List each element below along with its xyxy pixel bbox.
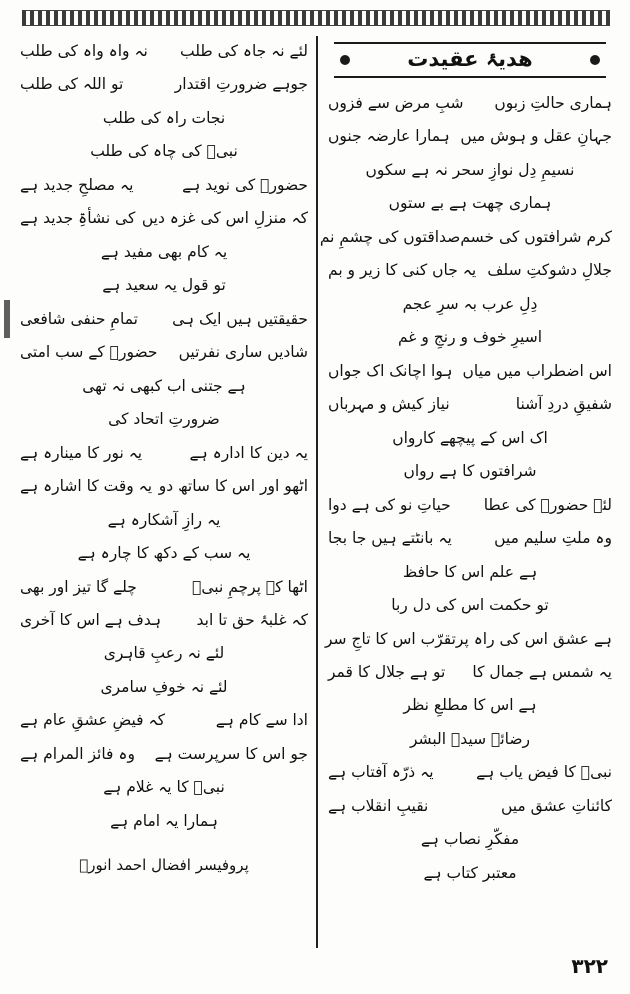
verse-line: ضرورتِ اتحاد کی [108, 410, 220, 429]
verse-line: حقیقتیں ہیں ایک ہی [172, 309, 308, 328]
verse-couplet [16, 73, 312, 95]
verse-line: اٹھو اور اس کا ساتھ دو [158, 477, 308, 496]
verse-line: حیاتِ نو کی ہے دوا [328, 495, 451, 514]
verse-line: ہدف ہے اس کا آخری [20, 610, 162, 629]
verse-couplet [324, 661, 616, 683]
verse-line: جلالِ دشوکتِ سلف [487, 261, 612, 280]
verse-line: ہمارا عارضہ جنوں [328, 127, 450, 146]
verse-line: لئے نہ رعبِ قاہری [103, 644, 225, 663]
verse-couplet [319, 226, 616, 248]
verse-line: کائناتِ عشق میں [500, 796, 612, 815]
verse-line: نجات راہ کی طلب [102, 108, 226, 127]
verse-line: کہ غلبۂ حق تا ابد [196, 610, 308, 629]
verse-couplet [16, 207, 312, 229]
right-text-column [319, 40, 616, 895]
verse-couplet [324, 628, 616, 650]
verse-line: شرافتوں کا ہے رواں [403, 462, 537, 481]
verse-line: ہے اس کا مطلعِ نظر [403, 696, 537, 715]
verse-line: تو اللہ کی طلب [20, 75, 124, 94]
verse-line: نبیؐ کا یہ غلام ہے [103, 778, 225, 797]
verse-couplet [324, 527, 616, 549]
verse-line: اس اضطراب میں میاں [462, 361, 612, 380]
verse-line: ہماری چھت ہے بے ستوں [388, 194, 552, 213]
verse-line: جوہے ضرورتِ اقتدار [174, 75, 308, 94]
verse-line: وہ ملتِ سلیم میں [494, 529, 612, 548]
verse-line: تمامِ حنفی شافعی [20, 309, 138, 328]
verse-line: تو حکمت اس کی دل ربا [391, 596, 549, 615]
decorative-top-border [22, 10, 610, 26]
verse-line: شادیں ساری نفرتیں [178, 343, 308, 362]
verse-line: معتبر کتاب ہے [423, 863, 517, 882]
verse-couplet [324, 393, 616, 415]
verse-line: اسیرِ خوف و رنجِ و غم [397, 328, 542, 347]
verse-line: کہ فیضِ عشقِ عام ہے [20, 711, 165, 730]
verse-line: یہ وقت کا اشارہ ہے [20, 477, 153, 496]
verse-line: جہانِ عقل و ہوش میں [460, 127, 612, 146]
verse-line: دِلِ عرب بہ سرِ عجم [402, 294, 538, 313]
verse-line: نسیمِ دِل نوازِ سحر نہ ہے سکوں [365, 160, 575, 179]
verse-line: رضائے سیدؐ البشر [409, 729, 531, 748]
verse-line: یہ رازِ آشکارہ ہے [107, 510, 221, 529]
verse-line: یہ سب کے دکھ کا چارہ ہے [77, 544, 251, 563]
verse-line: نقیبِ انقلاب ہے [328, 796, 429, 815]
verse-couplet [16, 609, 312, 631]
verse-line: نبیؐ کی چاہ کی طلب [90, 142, 238, 161]
verse-line: یہ دین کا ادارہ ہے [189, 443, 308, 462]
verse-couplet [324, 795, 616, 817]
page-edge-mark [4, 300, 10, 338]
verse-line: یہ بانٹتے ہیں جا بجا [328, 529, 452, 548]
verse-line: کرم شرافتوں کی خسم [460, 227, 612, 246]
page-number: ۳۲۲ [571, 954, 608, 978]
verse-line: صداقتوں کی چشمِ نم [319, 227, 461, 246]
verse-line: یہ ذرّہ آفتاب ہے [328, 763, 434, 782]
left-text-column [16, 40, 312, 874]
verse-couplet [16, 475, 312, 497]
verse-couplet [324, 360, 616, 382]
verse-line: نہ واہ واہ کی طلب [20, 42, 148, 60]
verse-line: تو قول یہ سعید ہے [102, 276, 226, 295]
verse-line: شبِ مرض سے فزوں [328, 94, 464, 112]
verse-line: ہماری حالتِ زبوں [494, 94, 612, 112]
verse-line: شفیقِ دردِ آشنا [515, 395, 612, 414]
verse-line: لئے نہ خوفِ سامری [100, 677, 228, 696]
verse-line: اک اس کے پیچھے کارواں [392, 428, 548, 447]
author-credit: پروفیسر افضال احمد انورؔ [79, 856, 249, 875]
verse-line: اٹھا کے پرچمِ نبیؐ [192, 577, 308, 596]
verse-line: تقرّب اس کا تاجِ سر [325, 629, 456, 648]
verse-couplet [324, 92, 616, 114]
verse-couplet [324, 761, 616, 783]
verse-couplet [16, 576, 312, 598]
verse-couplet [324, 259, 616, 281]
verse-couplet [16, 442, 312, 464]
verse-line: حضورؐ کی نوید ہے [182, 175, 308, 194]
verse-couplet [16, 174, 312, 196]
verse-couplet [16, 40, 312, 62]
verse-line: لئے نہ جاہ کی طلب [180, 42, 308, 60]
verse-couplet [16, 743, 312, 765]
verse-line: یہ کام بھی مفید ہے [100, 242, 228, 261]
verse-line: وہ فائز المرام ہے [20, 744, 135, 763]
verse-line: ہوا اچانک اک جواں [328, 361, 453, 380]
verse-line: ہے جتنی اب کبھی نہ تھی [82, 376, 246, 395]
column-divider [316, 36, 318, 948]
verse-line: حضورؐ کے سب امتی [20, 343, 158, 362]
verse-line: ہمارا یہ امام ہے [110, 811, 218, 830]
poem-title: ھدیۂ عقیدت [334, 42, 606, 78]
verse-line: مفکّرِ نصاب ہے [420, 830, 520, 849]
verse-couplet [324, 125, 616, 147]
verse-couplet [16, 341, 312, 363]
verse-line: لئے حضورؐ کی عطا [483, 495, 612, 514]
verse-line: کہ منزلِ اس کی غزہ دیں [141, 209, 308, 228]
verse-line: یہ جاں کنی کا زیر و بم [328, 261, 477, 280]
verse-line: نیاز کیش و مہرباں [328, 395, 450, 414]
verse-line: یہ شمس ہے جمال کا [472, 662, 612, 681]
verse-line: یہ نور کا مینارہ ہے [20, 443, 143, 462]
verse-line: ہے عشق اس کی راہ پر [455, 629, 612, 648]
verse-line: جو اس کا سرپرست ہے [154, 744, 308, 763]
verse-line: یہ مصلحِ جدید ہے [20, 175, 134, 194]
verse-line: ادا سے کام ہے [215, 711, 308, 730]
verse-couplet [16, 308, 312, 330]
verse-couplet [16, 709, 312, 731]
verse-line: تو ہے جلال کا قمر [328, 662, 446, 681]
verse-line: نبیؐ کا فیض یاب ہے [476, 763, 612, 782]
verse-couplet [324, 494, 616, 516]
verse-line: چلے گا تیز اور بھی [20, 577, 137, 596]
verse-line: ہے علم اس کا حافظ [402, 562, 538, 581]
verse-line: کی نشأۃِ جدید ہے [20, 209, 136, 228]
